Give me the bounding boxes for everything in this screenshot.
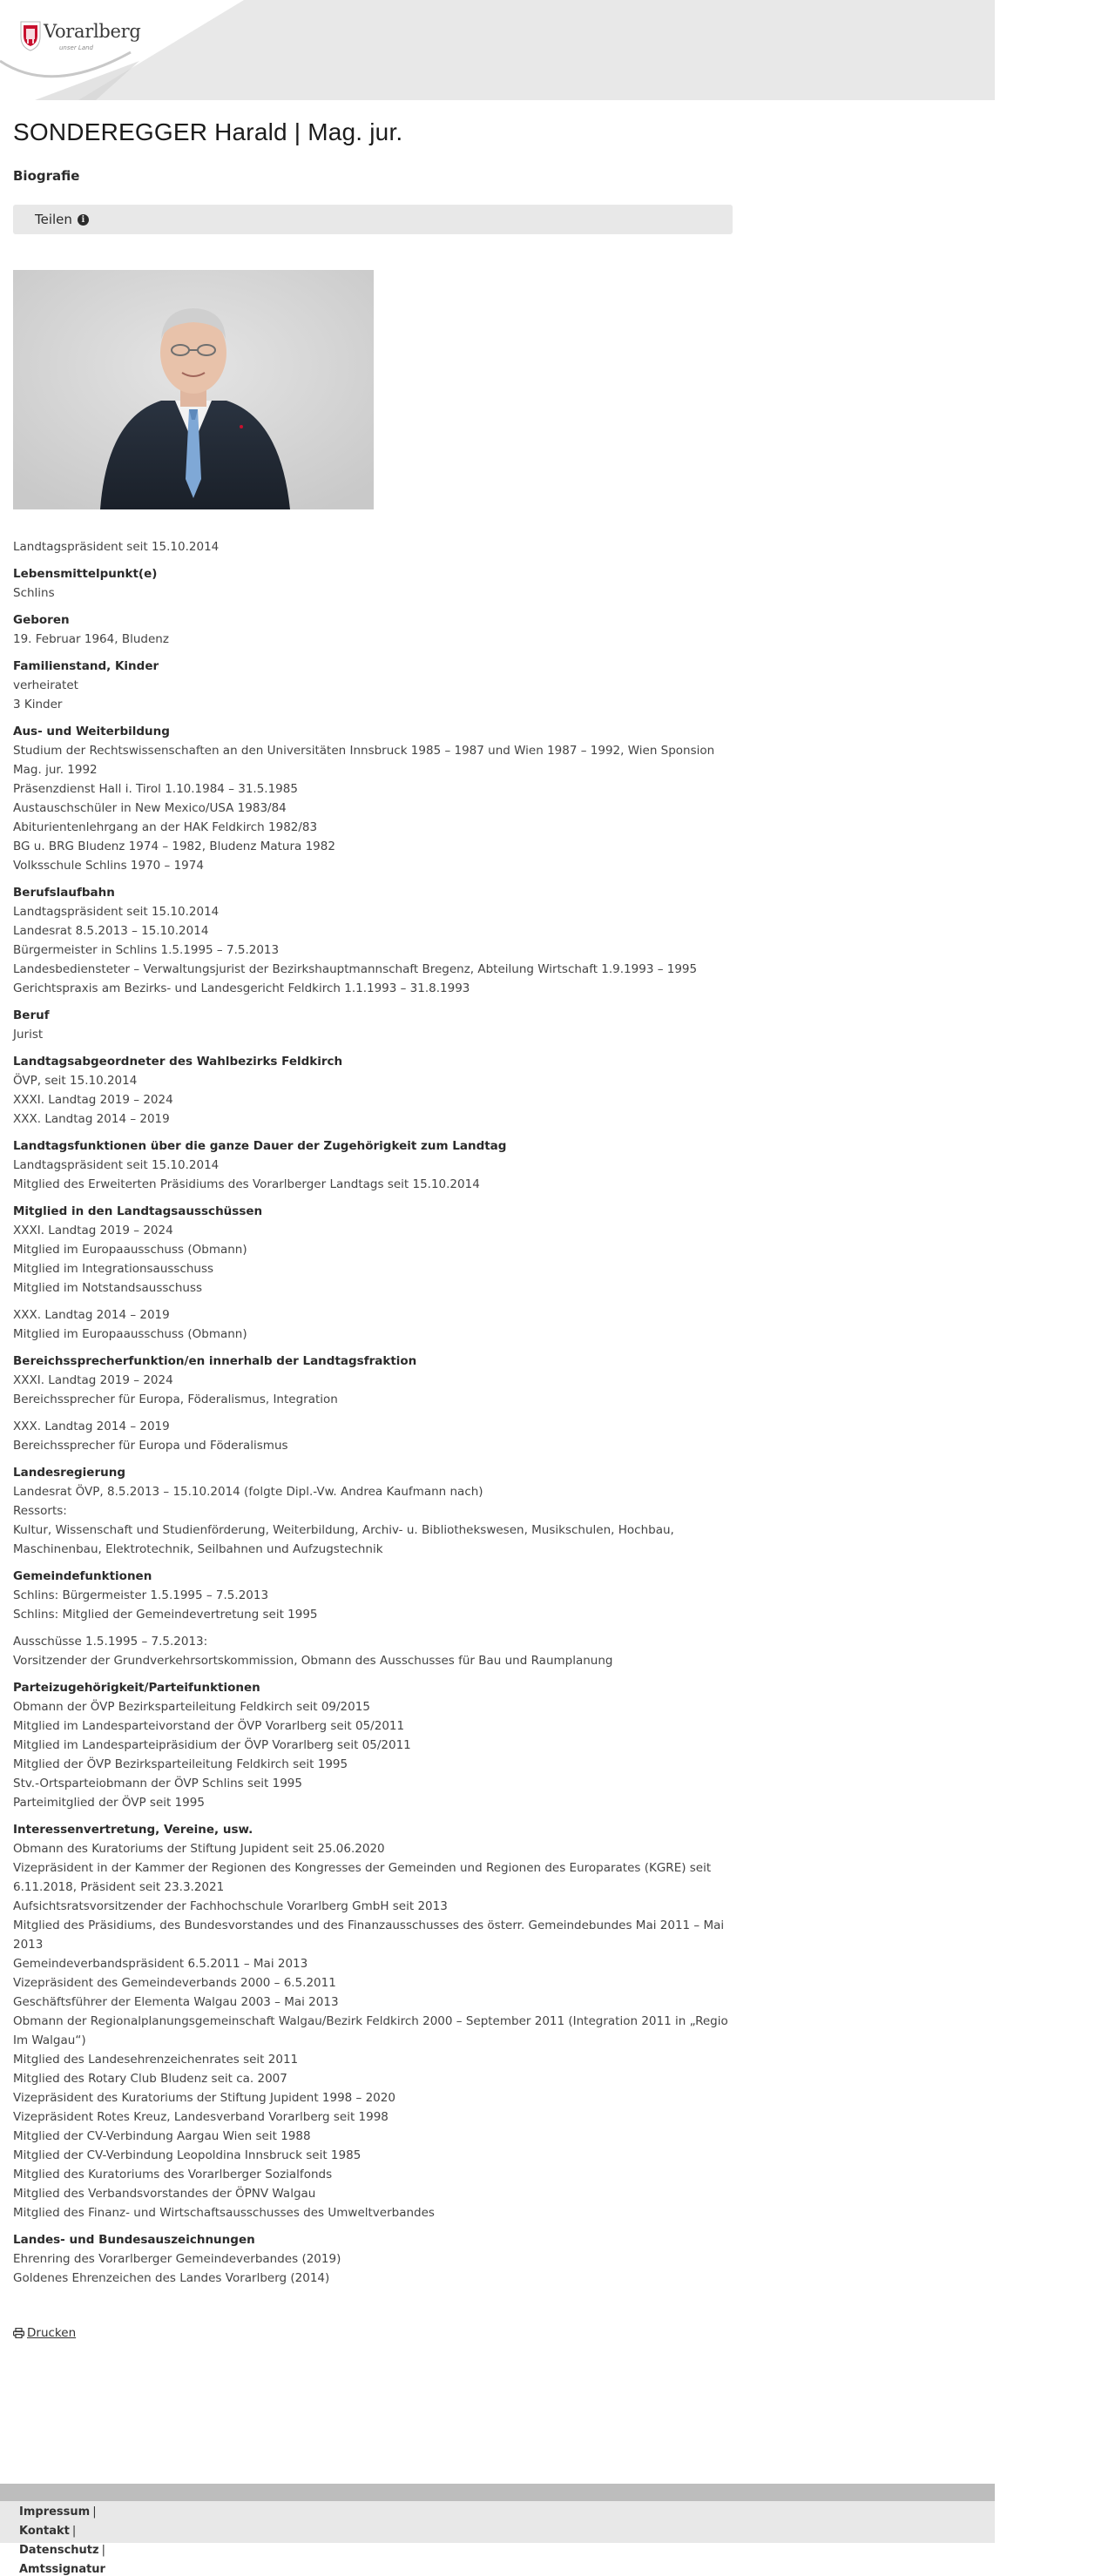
bio-line: Abiturientenlehrgang an der HAK Feldkirch 1982/83 bbox=[13, 820, 318, 834]
site-header bbox=[0, 0, 995, 100]
bio-section-heading: Bereichssprecherfunktion/en innerhalb der Landtagsfraktion bbox=[13, 1354, 417, 1368]
footer-link-amtssignatur[interactable]: Amtssignatur bbox=[19, 2563, 105, 2576]
logo-tagline: unser Land bbox=[59, 44, 93, 51]
bio-section-heading: Berufslaufbahn bbox=[13, 886, 115, 900]
footer bbox=[0, 2501, 995, 2543]
footer-separator: | bbox=[71, 2525, 77, 2538]
bio-line: Landesrat 8.5.2013 – 15.10.2014 bbox=[13, 924, 209, 938]
biography bbox=[13, 537, 736, 2296]
bio-line: Gemeindeverbandspräsident 6.5.2011 – Mai 2013 bbox=[13, 1957, 308, 1971]
bio-section bbox=[13, 1052, 736, 1129]
bio-section-heading: Geboren bbox=[13, 613, 70, 627]
bio-line: Stv.-Ortsparteiobmann der ÖVP Schlins seit 1995 bbox=[13, 1777, 302, 1790]
bio-line: Mitglied des Erweiterten Präsidiums des Vorarlberger Landtags seit 15.10.2014 bbox=[13, 1177, 480, 1191]
logo-wordmark: Vorarlberg bbox=[44, 21, 141, 42]
bio-line: Geschäftsführer der Elementa Walgau 2003 – Mai 2013 bbox=[13, 1995, 339, 2009]
footer-link-impressum[interactable]: Impressum bbox=[19, 2505, 91, 2519]
footer-separator: | bbox=[92, 2505, 97, 2519]
bio-line: BG u. BRG Bludenz 1974 – 1982, Bludenz Matura 1982 bbox=[13, 840, 335, 853]
bio-spacer bbox=[13, 1624, 736, 1632]
bio-line: XXXI. Landtag 2019 – 2024 bbox=[13, 1093, 173, 1107]
share-label: Teilen bbox=[35, 212, 72, 227]
bio-line: Mitglied im Landesparteipräsidium der ÖVP Vorarlberg seit 05/2011 bbox=[13, 1738, 411, 1752]
bio-section-heading: Landtagsabgeordneter des Wahlbezirks Feldkirch bbox=[13, 1055, 343, 1069]
bio-line: Mitglied des Verbandsvorstandes der ÖPNV Walgau bbox=[13, 2187, 316, 2201]
bio-section bbox=[13, 1463, 736, 1559]
footer-link-row bbox=[19, 2541, 105, 2560]
bio-line: Vizepräsident Rotes Kreuz, Landesverband Vorarlberg seit 1998 bbox=[13, 2110, 389, 2124]
bio-line: Vorsitzender der Grundverkehrsortskommission, Obmann des Ausschusses für Bau und Raumplanung bbox=[13, 1654, 613, 1668]
footer-link-row bbox=[19, 2503, 105, 2522]
bio-line: Schlins: Bürgermeister 1.5.1995 – 7.5.2013 bbox=[13, 1588, 269, 1602]
bio-line: Austauschschüler in New Mexico/USA 1983/84 bbox=[13, 801, 287, 815]
info-circle-icon: i bbox=[78, 214, 89, 226]
bio-line: 3 Kinder bbox=[13, 698, 63, 711]
bio-line: XXXI. Landtag 2019 – 2024 bbox=[13, 1373, 173, 1387]
footer-link-kontakt[interactable]: Kontakt bbox=[19, 2525, 70, 2538]
bio-line: Obmann des Kuratoriums der Stiftung Jupident seit 25.06.2020 bbox=[13, 1842, 385, 1856]
bio-line: Mitglied im Notstandsausschuss bbox=[13, 1281, 203, 1295]
bio-line: Bereichssprecher für Europa und Föderalismus bbox=[13, 1439, 288, 1453]
bio-line: Mitglied der CV-Verbindung Leopoldina Innsbruck seit 1985 bbox=[13, 2148, 362, 2162]
bio-section-heading: Aus- und Weiterbildung bbox=[13, 725, 170, 738]
bio-line: ÖVP, seit 15.10.2014 bbox=[13, 1074, 138, 1088]
bio-line: Bereichssprecher für Europa, Föderalismus, Integration bbox=[13, 1393, 338, 1406]
footer-link-row bbox=[19, 2522, 105, 2541]
bio-line: verheiratet bbox=[13, 678, 78, 692]
page-subtitle: Biografie bbox=[13, 168, 80, 184]
bio-section-heading: Beruf bbox=[13, 1008, 50, 1022]
bio-line: Schlins bbox=[13, 586, 55, 600]
bio-line: Mitglied der CV-Verbindung Aargau Wien seit 1988 bbox=[13, 2129, 311, 2143]
footer-link-row bbox=[19, 2560, 105, 2576]
bio-section bbox=[13, 564, 736, 603]
bio-line: XXXI. Landtag 2019 – 2024 bbox=[13, 1224, 173, 1237]
bio-line: Volksschule Schlins 1970 – 1974 bbox=[13, 859, 204, 873]
bio-line: Ehrenring des Vorarlberger Gemeindeverbandes (2019) bbox=[13, 2252, 341, 2266]
bio-line: Mitglied der ÖVP Bezirksparteileitung Feldkirch seit 1995 bbox=[13, 1757, 348, 1771]
bio-section-heading: Landtagsfunktionen über die ganze Dauer der Zugehörigkeit zum Landtag bbox=[13, 1139, 507, 1153]
bio-line: Mitglied im Landesparteivorstand der ÖVP Vorarlberg seit 05/2011 bbox=[13, 1719, 405, 1733]
bio-section bbox=[13, 1352, 736, 1455]
portrait-photo bbox=[13, 270, 374, 509]
bio-line: Landesrat ÖVP, 8.5.2013 – 15.10.2014 (folgte Dipl.-Vw. Andrea Kaufmann nach) bbox=[13, 1485, 483, 1499]
bio-line: Mitglied des Landesehrenzeichenrates seit 2011 bbox=[13, 2053, 299, 2067]
biography-sections bbox=[13, 564, 736, 2288]
bio-line: Schlins: Mitglied der Gemeindevertretung seit 1995 bbox=[13, 1608, 318, 1622]
bio-line: Jurist bbox=[13, 1028, 44, 1042]
page-title: SONDEREGGER Harald | Mag. jur. bbox=[13, 118, 403, 145]
bio-line: Ausschüsse 1.5.1995 – 7.5.2013: bbox=[13, 1635, 208, 1649]
print-link[interactable] bbox=[13, 2326, 76, 2340]
bio-section-heading: Landesregierung bbox=[13, 1466, 125, 1480]
bio-line: Mitglied im Europaausschuss (Obmann) bbox=[13, 1243, 247, 1257]
bio-section-heading: Familienstand, Kinder bbox=[13, 659, 159, 673]
bio-section bbox=[13, 1678, 736, 1812]
bio-line: XXX. Landtag 2014 – 2019 bbox=[13, 1308, 170, 1322]
footer-links bbox=[19, 2503, 105, 2576]
bio-section-heading: Landes- und Bundesauszeichnungen bbox=[13, 2233, 255, 2247]
vorarlberg-logo[interactable] bbox=[14, 17, 153, 56]
bio-line: Vizepräsident des Kuratoriums der Stiftung Jupident 1998 – 2020 bbox=[13, 2091, 395, 2105]
bio-line: Parteimitglied der ÖVP seit 1995 bbox=[13, 1796, 205, 1810]
bio-section bbox=[13, 883, 736, 998]
bio-line: Landtagspräsident seit 15.10.2014 bbox=[13, 905, 220, 919]
bio-spacer bbox=[13, 1298, 736, 1305]
bio-line: Studium der Rechtswissenschaften an den Universitäten Innsbruck 1985 – 1987 und Wien 1987 – 1992, Wien Sponsion Mag. jur. 1992 bbox=[13, 744, 715, 777]
bio-line: Mitglied im Integrationsausschuss bbox=[13, 1262, 214, 1276]
bio-line: Landesbediensteter – Verwaltungsjurist der Bezirkshauptmannschaft Bregenz, Abteilung Wirtschaft 1.9.1993 – 1995 bbox=[13, 962, 698, 976]
bio-section bbox=[13, 657, 736, 714]
bio-section bbox=[13, 1202, 736, 1344]
bio-section bbox=[13, 1820, 736, 2222]
bio-section-heading: Mitglied in den Landtagsausschüssen bbox=[13, 1204, 263, 1218]
bio-line: Goldenes Ehrenzeichen des Landes Vorarlberg (2014) bbox=[13, 2271, 330, 2285]
bio-line: Ressorts: bbox=[13, 1504, 67, 1518]
bio-line: Kultur, Wissenschaft und Studienförderung, Weiterbildung, Archiv- u. Bibliothekswesen, Musikschulen, Hochbau, Maschinenbau, Elektrotechnik, Seilbahnen und Aufzugstechnik bbox=[13, 1523, 674, 1556]
bio-line: Mitglied des Finanz- und Wirtschaftsausschusses des Umweltverbandes bbox=[13, 2206, 435, 2220]
bio-line: Mitglied des Präsidiums, des Bundesvorstandes und des Finanzausschusses des österr. Gemeindebundes Mai 2011 – Mai 2013 bbox=[13, 1919, 725, 1952]
coat-of-arms-icon bbox=[19, 19, 42, 52]
bio-section bbox=[13, 722, 736, 875]
printer-icon bbox=[13, 2328, 24, 2338]
bio-line: Vizepräsident in der Kammer der Regionen des Kongresses der Gemeinden und Regionen des Europarates (KGRE) seit 6.11.2018, Präsident seit 23.3.2021 bbox=[13, 1861, 712, 1894]
bio-line: Bürgermeister in Schlins 1.5.1995 – 7.5.2013 bbox=[13, 943, 280, 957]
bio-line: Mitglied im Europaausschuss (Obmann) bbox=[13, 1327, 247, 1341]
bio-section-heading: Parteizugehörigkeit/Parteifunktionen bbox=[13, 1681, 260, 1695]
bio-line: XXX. Landtag 2014 – 2019 bbox=[13, 1112, 170, 1126]
print-label: Drucken bbox=[27, 2326, 77, 2340]
intro-text: Landtagspräsident seit 15.10.2014 bbox=[13, 540, 220, 554]
bio-section bbox=[13, 610, 736, 649]
bio-line: Mitglied des Kuratoriums des Vorarlberger Sozialfonds bbox=[13, 2168, 333, 2182]
bio-line: XXX. Landtag 2014 – 2019 bbox=[13, 1419, 170, 1433]
bio-line: 19. Februar 1964, Bludenz bbox=[13, 632, 169, 646]
footer-link-datenschutz[interactable]: Datenschutz bbox=[19, 2544, 99, 2557]
footer-band bbox=[0, 2484, 995, 2501]
bio-line: Vizepräsident des Gemeindeverbands 2000 – 6.5.2011 bbox=[13, 1976, 336, 1990]
footer-separator: | bbox=[101, 2544, 105, 2557]
share-bar bbox=[13, 205, 733, 234]
bio-section bbox=[13, 1136, 736, 1194]
bio-line: Gerichtspraxis am Bezirks- und Landesgericht Feldkirch 1.1.1993 – 31.8.1993 bbox=[13, 981, 470, 995]
bio-line: Obmann der Regionalplanungsgemeinschaft Walgau/Bezirk Feldkirch 2000 – September 2011 (Integration 2011 in „Regio Im Walgau“) bbox=[13, 2014, 728, 2047]
bio-section bbox=[13, 1006, 736, 1044]
share-button[interactable] bbox=[35, 212, 89, 227]
bio-section-heading: Lebensmittelpunkt(e) bbox=[13, 567, 158, 581]
bio-line: Obmann der ÖVP Bezirksparteileitung Feldkirch seit 09/2015 bbox=[13, 1700, 370, 1714]
bio-line: Landtagspräsident seit 15.10.2014 bbox=[13, 1158, 220, 1172]
bio-section-heading: Gemeindefunktionen bbox=[13, 1569, 152, 1583]
bio-section bbox=[13, 1567, 736, 1670]
bio-line: Präsenzdienst Hall i. Tirol 1.10.1984 – 31.5.1985 bbox=[13, 782, 298, 796]
bio-line: Aufsichtsratsvorsitzender der Fachhochschule Vorarlberg GmbH seit 2013 bbox=[13, 1899, 448, 1913]
bio-section bbox=[13, 2230, 736, 2288]
bio-section-heading: Interessenvertretung, Vereine, usw. bbox=[13, 1823, 253, 1837]
person-portrait-image bbox=[13, 270, 374, 509]
bio-line: Mitglied des Rotary Club Bludenz seit ca. 2007 bbox=[13, 2072, 287, 2086]
bio-spacer bbox=[13, 1409, 736, 1417]
